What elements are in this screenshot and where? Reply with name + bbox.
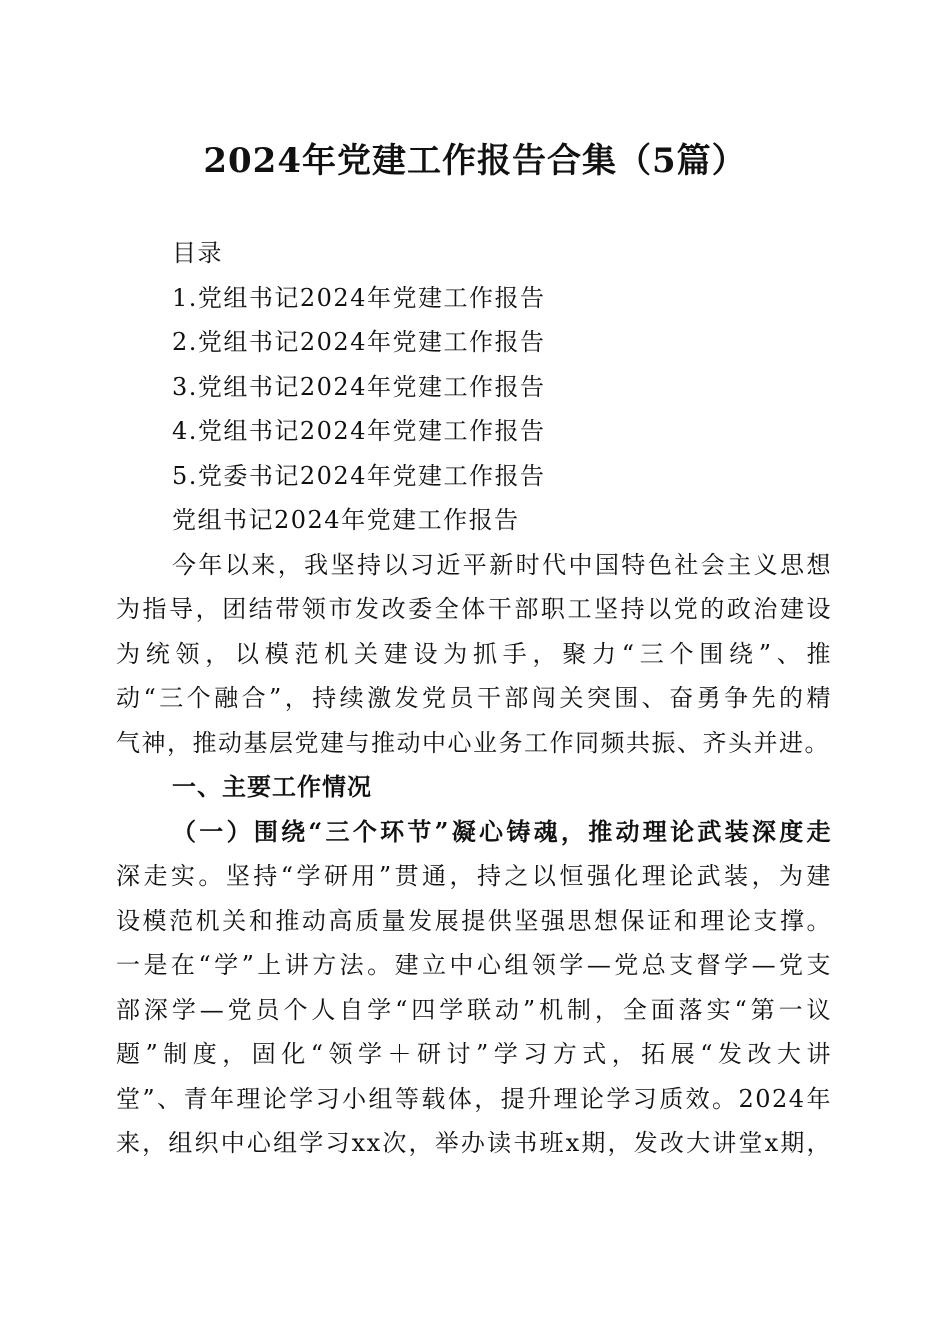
subheading-bold: （一）围绕“三个环节”凝心铸魂，推动理论武装深度走 (172, 816, 832, 846)
body-paragraph-line: 题”制度，固化“领学＋研讨”学习方式，拓展“发改大讲 (116, 1040, 832, 1068)
toc-item: 1.党组书记2024年党建工作报告 (172, 283, 546, 312)
toc-item: 2.党组书记2024年党建工作报告 (172, 328, 546, 356)
intro-paragraph-line: 今年以来，我坚持以习近平新时代中国特色社会主义思想 (172, 550, 832, 579)
toc-item: 4.党组书记2024年党建工作报告 (172, 417, 546, 445)
intro-paragraph-line: 为统领，以模范机关建设为抓手，聚力“三个围绕”、推 (116, 639, 832, 668)
heading-level-1: 一、主要工作情况 (172, 773, 372, 801)
toc-label: 目录 (172, 239, 223, 267)
intro-paragraph-line: 气神，推动基层党建与推动中心业务工作同频共振、齐头并进。 (116, 728, 830, 757)
body-paragraph-line: 来，组织中心组学习xx次，举办读书班x期，发改大讲堂x期， (116, 1129, 832, 1157)
body-paragraph-line: 堂”、青年理论学习小组等载体，提升理论学习质效。2024年 (116, 1084, 832, 1113)
document-title: 2024年党建工作报告合集（5篇） (203, 141, 747, 181)
section-title: 党组书记2024年党建工作报告 (172, 506, 520, 534)
body-paragraph-line: 设模范机关和推动高质量发展提供坚强思想保证和理论支撑。 (116, 906, 832, 935)
body-paragraph-line: 一是在“学”上讲方法。建立中心组领学—党总支督学—党支 (116, 951, 832, 979)
toc-item: 5.党委书记2024年党建工作报告 (172, 461, 546, 490)
toc-item: 3.党组书记2024年党建工作报告 (172, 372, 546, 401)
body-paragraph-line: 部深学—党员个人自学“四学联动”机制，全面落实“第一议 (116, 995, 832, 1024)
body-paragraph-line: 深走实。坚持“学研用”贯通，持之以恒强化理论武装，为建 (116, 862, 832, 890)
intro-paragraph-line: 动“三个融合”，持续激发党员干部闯关突围、奋勇争先的精 (116, 684, 832, 712)
document-body (116, 231, 832, 1166)
intro-paragraph-line: 为指导，团结带领市发改委全体干部职工坚持以党的政治建设 (116, 595, 832, 623)
